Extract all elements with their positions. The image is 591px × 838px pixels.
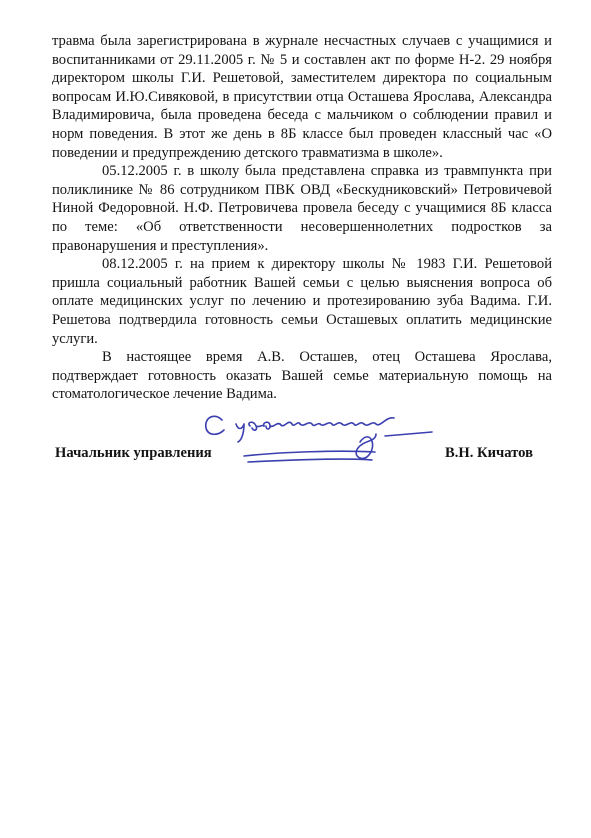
paragraph-2: 05.12.2005 г. в школу была представлена справка из травмпункта при поликлинике № 86 сотрудником ПВК ОВД «Бескудниковский» Петровичевой Ниной Федоровной. Н.Ф. Петровичева провела беседу с учащимися 8Б класса по теме: «Об ответственности несовершеннолетних подростков за правонарушения и преступления». bbox=[52, 163, 552, 254]
signatory-name: В.Н. Кичатов bbox=[445, 445, 533, 461]
paragraph-4: В настоящее время А.В. Осташев, отец Осташева Ярослава, подтверждает готовность оказать Вашей семье материальную помощь на стоматологическое лечение Вадима. bbox=[52, 349, 552, 403]
handwritten-signature bbox=[200, 398, 435, 473]
paragraph-1: травма была зарегистрирована в журнале несчастных случаев с учащимися и воспитанниками от 29.11.2005 г. № 5 и составлен акт по форме Н-2. 29 ноября директором школы Г.И. Решетовой, заместителем директора по социальным вопросам И.Ю.Сивяковой, в присутствии отца Осташева Ярослава, Александра Владимировича, была проведена беседа с мальчиком о соблюдении правил и норм поведения. В этот же день в 8Б классе был проведен классный час «О поведении и предупреждению детского травматизма в школе». bbox=[52, 33, 552, 161]
letter-body bbox=[52, 32, 552, 404]
paragraph-3: 08.12.2005 г. на прием к директору школы № 1983 Г.И. Решетовой пришла социальный работник Вашей семьи с целью выяснения вопроса об оплате медицинских услуг по лечению и протезированию зуба Вадима. Г.И. Решетова подтвердила готовность семьи Осташевых оплатить медицинские услуги. bbox=[52, 256, 552, 347]
signatory-title: Начальник управления bbox=[55, 445, 212, 461]
